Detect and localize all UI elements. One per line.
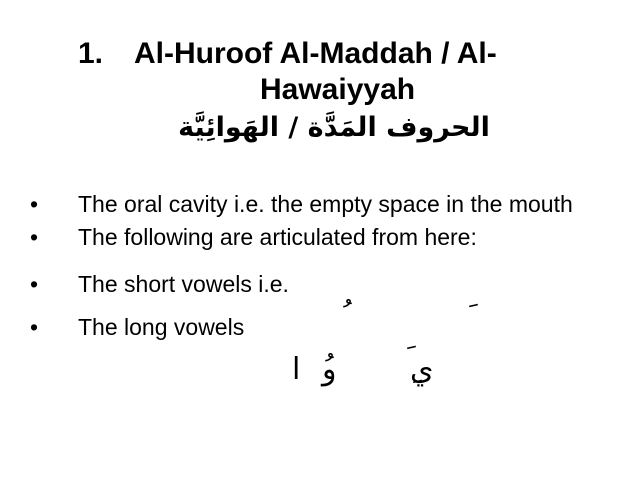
bullet-marker: • xyxy=(30,314,39,340)
long-vowel-ya: ِي xyxy=(410,352,434,387)
bullet-item-long-vowels xyxy=(30,313,610,342)
title-line-1 xyxy=(78,36,598,72)
bullet-text: The long vowels xyxy=(78,314,245,340)
title-text-line-1: Al-Huroof Al-Maddah / Al- xyxy=(134,37,497,70)
title-arabic: الحروف المَدَّة / الهَوائِيَّة xyxy=(178,112,490,143)
long-vowel-waw: ُو xyxy=(322,352,337,387)
bullet-item-oral-cavity xyxy=(30,190,610,219)
long-vowel-alif: ا xyxy=(292,352,301,387)
title-number: 1. xyxy=(78,37,104,70)
title-block xyxy=(78,36,598,108)
bullet-marker: • xyxy=(30,191,39,217)
bullet-text: The short vowels i.e. xyxy=(78,271,289,297)
bullet-text: The following are articulated from here: xyxy=(78,224,477,250)
bullet-item-articulated xyxy=(30,223,610,252)
title-text-line-2: Hawaiyyah xyxy=(260,73,416,106)
bullet-marker: • xyxy=(30,224,39,250)
bullet-item-short-vowels xyxy=(30,270,610,299)
bullet-text: The oral cavity i.e. the empty space in the mouth xyxy=(78,191,573,217)
bullet-list xyxy=(30,190,610,342)
bullet-marker: • xyxy=(30,271,39,297)
